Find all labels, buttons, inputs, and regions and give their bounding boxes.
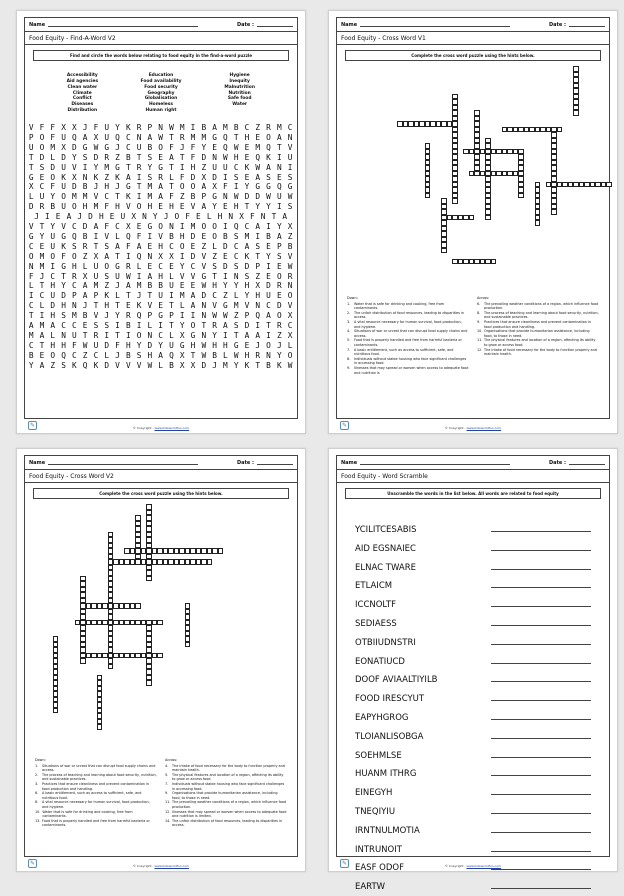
name-line bbox=[48, 22, 198, 27]
word-list-item: Safe food bbox=[227, 96, 252, 102]
hint-text: The unfair distribution of food resources, leading to disparities in access. bbox=[354, 310, 465, 320]
grid-row: G Y U G Q B I V L Q F I V B H D E O B S M I B A Z bbox=[28, 231, 294, 241]
copyright-footer bbox=[17, 864, 305, 868]
hint-item bbox=[165, 773, 287, 782]
hint-number: 6. bbox=[35, 791, 39, 796]
hint-text: The intake of food necessary for the body to function properly and maintain health. bbox=[172, 763, 285, 773]
hint-number: 8. bbox=[477, 310, 481, 315]
crossword-cell[interactable] bbox=[141, 548, 147, 554]
word-list-item: Homeless bbox=[149, 102, 173, 108]
crossword-hints bbox=[347, 296, 599, 375]
hint-text: The process of teaching and learning about food security, nutrition, and sustainable practices. bbox=[484, 310, 599, 320]
scrambled-word: EARTW bbox=[355, 882, 386, 893]
crossword-cell[interactable] bbox=[146, 576, 152, 582]
grid-row: T S D U V I Y M G T R Y G T I H Z U U C K W A N I bbox=[28, 162, 294, 172]
grid-row: G E O K X N K Z K A I S R L F D X D I S E A S E S bbox=[28, 172, 294, 182]
scrambled-word: OTBIIUDNSTRI bbox=[355, 637, 416, 648]
answer-line[interactable] bbox=[491, 644, 591, 645]
grid-row: X C F U D B J H J G T M A T O O A X F I Y G G Q G bbox=[28, 182, 294, 192]
hint-item bbox=[35, 791, 157, 800]
scramble-row bbox=[355, 535, 591, 554]
scrambled-word: ETLAICM bbox=[355, 581, 393, 592]
hint-item bbox=[35, 773, 157, 782]
hint-number: 4. bbox=[347, 329, 351, 334]
grid-row: U O M X D G W G J C U B O F J F Y E Q W E M Q T V bbox=[28, 142, 294, 152]
answer-line[interactable] bbox=[491, 813, 591, 814]
footer-link[interactable]: www.kidsworldfun.com bbox=[154, 426, 190, 430]
hint-number: 11. bbox=[477, 338, 483, 343]
hint-text: Practices that ensure cleanliness and prevent contamination in food production and handling. bbox=[484, 319, 592, 329]
footer-text: © Copyright - bbox=[444, 426, 467, 430]
name-date-row bbox=[337, 456, 609, 470]
answer-line[interactable] bbox=[491, 625, 591, 626]
hint-item bbox=[347, 357, 469, 366]
answer-line[interactable] bbox=[491, 794, 591, 795]
sheet-instruction: Complete the cross word puzzle using the hints below. bbox=[345, 50, 601, 61]
hint-number: 9. bbox=[477, 319, 481, 324]
footer-link[interactable]: www.kidsworldfun.com bbox=[154, 864, 190, 868]
crossword-cell[interactable] bbox=[130, 548, 136, 554]
hint-number: 13. bbox=[35, 818, 41, 823]
crossword-v1-sheet[interactable] bbox=[328, 10, 618, 434]
scramble-row bbox=[355, 554, 591, 573]
grid-row: A M A C C E S S I B I L I T Y O T R A S D I T R C bbox=[28, 321, 294, 331]
word-list-item: Inequity bbox=[229, 78, 250, 84]
hint-number: 10. bbox=[477, 329, 483, 334]
hint-item bbox=[477, 338, 599, 347]
across-hint-list bbox=[165, 764, 287, 828]
word-list-item: Distribution bbox=[67, 107, 98, 113]
word-list-item: Food availability bbox=[140, 78, 182, 84]
copyright-footer bbox=[329, 864, 617, 868]
grid-row: D R B U O H M F H V O H E H E V A Y E H T Y Y I S bbox=[28, 202, 294, 212]
answer-line[interactable] bbox=[491, 757, 591, 758]
down-heading: Down: bbox=[35, 758, 46, 762]
word-list-item: Clean water bbox=[67, 84, 98, 90]
sheet-instruction: Unscramble the words in the list below. All words are related to food equity bbox=[345, 488, 601, 499]
across-hints bbox=[165, 758, 287, 828]
grid-row: C L D H N J T H T E K V E T L A N V G M V N C D V bbox=[28, 301, 294, 311]
grid-row: V F F X X J F U Y K R P N W M I B A M B C Z R M C bbox=[28, 122, 294, 132]
down-hints bbox=[347, 296, 469, 375]
word-list bbox=[25, 66, 297, 113]
crossword-cell[interactable] bbox=[102, 653, 108, 659]
hint-number: 12. bbox=[477, 347, 483, 352]
hint-item bbox=[165, 782, 287, 791]
hint-text: The physical features and location of a region, affecting its ability to grow or access food. bbox=[484, 338, 596, 347]
hint-item bbox=[347, 338, 469, 347]
hint-text: Organisations that provide humanitarian assistance, including food, to those in need. bbox=[172, 791, 278, 800]
footer-link[interactable]: www.kidsworldfun.com bbox=[466, 426, 502, 430]
footer-link[interactable]: www.kidsworldfun.com bbox=[466, 864, 502, 868]
word-list-item: Water bbox=[232, 102, 248, 108]
hint-number: 12. bbox=[165, 809, 171, 814]
hint-number: 11. bbox=[165, 800, 171, 805]
scrambled-word: EONATIUCD bbox=[355, 656, 405, 667]
word-list-item: Aid agencies bbox=[66, 78, 99, 84]
copyright-footer bbox=[329, 426, 617, 430]
hint-number: 1. bbox=[347, 301, 351, 306]
hint-number: 7. bbox=[165, 781, 169, 786]
across-heading: Across: bbox=[477, 296, 490, 300]
crossword-cell[interactable] bbox=[469, 149, 475, 155]
hint-text: Situations of war or unrest that can disrupt food supply chains and access. bbox=[354, 329, 468, 338]
answer-line[interactable] bbox=[491, 775, 591, 776]
crossword-cell[interactable] bbox=[141, 559, 147, 565]
grid-row: V T Y V C D A F C X E G O N I M O O I Q C A I Y X bbox=[28, 222, 294, 232]
grid-row: T D L D Y S D R Z B T S E A T F D N W H E Q K I U bbox=[28, 152, 294, 162]
crossword-cell[interactable] bbox=[573, 110, 579, 116]
scramble-row bbox=[355, 648, 591, 667]
crossword-cell[interactable] bbox=[425, 193, 431, 199]
find-a-word-sheet[interactable] bbox=[16, 10, 306, 434]
hint-item bbox=[477, 320, 599, 329]
word-list-item: Diseases bbox=[71, 102, 94, 108]
grid-row: F J C T R X U S U W I A H L V V G T I N S Z E O R bbox=[28, 271, 294, 281]
crossword-cell[interactable] bbox=[207, 559, 213, 565]
crossword-cell[interactable] bbox=[157, 620, 163, 626]
crossword-cell[interactable] bbox=[108, 664, 114, 670]
date-line bbox=[257, 460, 293, 465]
brand-logo-icon: ✎ bbox=[29, 860, 36, 867]
hint-text: Practices that ensure cleanliness and prevent contamination in food production and handling. bbox=[42, 781, 150, 791]
date-line bbox=[257, 22, 293, 27]
hint-text: Food that is properly handled and free from harmful bacteria or contaminants. bbox=[354, 338, 462, 347]
sheet-frame bbox=[24, 17, 298, 419]
crossword-cell[interactable] bbox=[480, 171, 486, 177]
crossword-grid[interactable] bbox=[25, 504, 297, 726]
word-list-item: Education bbox=[148, 73, 174, 79]
copyright-footer bbox=[17, 426, 305, 430]
crossword-cell[interactable] bbox=[452, 198, 458, 204]
grid-row: C E U K S R T S A F A E H C O E Z L D C A S E P B bbox=[28, 241, 294, 251]
name-line bbox=[360, 460, 510, 465]
grid-row: C T H H F W U D F H Y D Y U G H W H H G E J O J L bbox=[28, 340, 294, 350]
crossword-cell[interactable] bbox=[447, 121, 453, 127]
name-label: Name bbox=[341, 21, 358, 28]
scrambled-word: HUANM ITHRG bbox=[355, 769, 417, 780]
answer-line[interactable] bbox=[491, 851, 591, 852]
scramble-row bbox=[355, 573, 591, 592]
across-hints bbox=[477, 296, 599, 375]
hint-text: A basic entitlement, such as access to sufficient, safe, and nutritious food. bbox=[42, 791, 142, 800]
sheet-title: Food Equity - Cross Word V2 bbox=[25, 470, 297, 483]
hint-item bbox=[35, 782, 157, 791]
word-list-item: Conflict bbox=[72, 96, 92, 102]
date-label: Date : bbox=[236, 21, 254, 28]
sheet-frame bbox=[24, 455, 298, 857]
hint-item bbox=[347, 311, 469, 320]
hint-item bbox=[35, 819, 157, 828]
crossword-cell[interactable] bbox=[551, 209, 557, 215]
crossword-cell[interactable] bbox=[97, 724, 103, 730]
scrambled-word: DOOF AVIAALTIYILB bbox=[355, 675, 438, 686]
hint-item bbox=[165, 810, 287, 819]
crossword-cell[interactable] bbox=[75, 620, 81, 626]
date-label: Date : bbox=[548, 21, 566, 28]
scrambled-word: ICCNOLTF bbox=[355, 600, 397, 611]
hint-text: Food that is properly handled and free from harmful bacteria or contaminants. bbox=[42, 818, 150, 828]
answer-line[interactable] bbox=[491, 531, 591, 532]
answer-line[interactable] bbox=[491, 719, 591, 720]
grid-row: J I E A J D H E U X N Y J O F E L H N X F N T A bbox=[34, 212, 288, 222]
hint-text: Individuals without stable housing who face significant challenges in accessing food. bbox=[172, 781, 285, 791]
crossword-cell[interactable] bbox=[513, 171, 519, 177]
name-line bbox=[360, 22, 510, 27]
crossword-cell[interactable] bbox=[535, 220, 541, 226]
across-hint-list bbox=[477, 302, 599, 357]
hint-text: The unfair distribution of food resources, leading to disparities in access. bbox=[172, 818, 283, 828]
hint-item bbox=[347, 348, 469, 357]
word-list-item: Malnutrition bbox=[224, 84, 255, 90]
hint-number: 9. bbox=[347, 365, 351, 370]
hint-number: 9. bbox=[165, 791, 169, 796]
scramble-row bbox=[355, 516, 591, 535]
scramble-row bbox=[355, 761, 591, 780]
scrambled-word: EASF ODOF bbox=[355, 863, 404, 874]
word-list-item: Geography bbox=[147, 90, 175, 96]
hint-number: 1. bbox=[35, 763, 39, 768]
scramble-row bbox=[355, 629, 591, 648]
hint-text: A vital resource necessary for human survival, food production, and hygiene. bbox=[354, 319, 462, 329]
sheet-instruction: Find and circle the words below relating to food equity in the find-a-word puzzle bbox=[33, 50, 289, 61]
scramble-list bbox=[337, 504, 609, 892]
hint-number: 3. bbox=[347, 319, 351, 324]
answer-line[interactable] bbox=[491, 832, 591, 833]
sheet-title: Food Equity - Word Scramble bbox=[337, 470, 609, 483]
hint-item bbox=[477, 311, 599, 320]
hint-item bbox=[35, 764, 157, 773]
hint-number: 4. bbox=[165, 763, 169, 768]
crossword-cell[interactable] bbox=[157, 653, 163, 659]
hint-number: 3. bbox=[35, 781, 39, 786]
name-label: Name bbox=[341, 459, 358, 466]
word-list-item: Accessibility bbox=[66, 73, 98, 79]
crossword-cell[interactable] bbox=[185, 642, 191, 648]
crossword-cell[interactable] bbox=[135, 603, 141, 609]
hint-text: Organisations that provide humanitarian assistance, including food, to those in need. bbox=[484, 329, 590, 338]
hint-number: 10. bbox=[35, 809, 41, 814]
scramble-row bbox=[355, 685, 591, 704]
scrambled-word: IRNTNULMOTIA bbox=[355, 825, 420, 836]
answer-line[interactable] bbox=[491, 700, 591, 701]
letter-grid bbox=[25, 123, 297, 371]
hint-text: The prevailing weather conditions of a region, which influence food production. bbox=[484, 301, 599, 311]
scramble-row bbox=[355, 873, 591, 892]
scrambled-word: SOEHMLSE bbox=[355, 750, 402, 761]
crossword-cell[interactable] bbox=[80, 658, 86, 664]
word-list-item: Hygiene bbox=[229, 73, 250, 79]
crossword-cell[interactable] bbox=[441, 248, 447, 254]
hint-text: A vital resource necessary for human survival, food production, and hygiene. bbox=[42, 800, 150, 809]
grid-row: L U Y O M M V C T K I M A F Z B P G N W D D W U W bbox=[28, 192, 294, 202]
answer-line[interactable] bbox=[491, 869, 591, 870]
sheet-instruction: Complete the cross word puzzle using the hints below. bbox=[33, 488, 289, 499]
hint-text: A basic entitlement, such as access to sufficient, safe, and nutritious food. bbox=[354, 347, 454, 357]
grid-row: T I H S M B V J Y R Q P G P I I N W W Z P Q A O X bbox=[28, 311, 294, 321]
scramble-row bbox=[355, 742, 591, 761]
word-scramble-sheet[interactable] bbox=[328, 448, 618, 893]
hint-number: 14. bbox=[165, 818, 171, 823]
down-heading: Down: bbox=[347, 296, 358, 300]
answer-line[interactable] bbox=[491, 550, 591, 551]
scramble-row bbox=[355, 798, 591, 817]
hint-item bbox=[347, 366, 469, 375]
crossword-cell[interactable] bbox=[606, 182, 612, 188]
crossword-cell[interactable] bbox=[546, 182, 552, 188]
answer-line[interactable] bbox=[491, 587, 591, 588]
scrambled-word: ELNAC TWARE bbox=[355, 562, 416, 573]
word-list-item: Globalisation bbox=[144, 96, 178, 102]
hint-text: Illnesses that may spread or worsen when access to adequate food and nutrition is limited. bbox=[172, 809, 287, 819]
brand-logo-icon: ✎ bbox=[29, 422, 36, 429]
hint-item bbox=[165, 791, 287, 800]
scramble-row bbox=[355, 704, 591, 723]
crossword-grid[interactable] bbox=[337, 66, 609, 288]
hint-number: 2. bbox=[347, 310, 351, 315]
name-label: Name bbox=[29, 459, 46, 466]
brand-logo-icon: ✎ bbox=[341, 422, 348, 429]
scramble-row bbox=[355, 723, 591, 742]
hint-item bbox=[347, 302, 469, 311]
hint-text: Situations of war or unrest that can disrupt food supply chains and access. bbox=[42, 763, 156, 773]
down-hints bbox=[35, 758, 157, 828]
word-list-item: Climate bbox=[72, 90, 92, 96]
word-list-item: Human right bbox=[145, 107, 177, 113]
crossword-cell[interactable] bbox=[491, 259, 497, 265]
word-list-item bbox=[200, 108, 279, 113]
name-date-row bbox=[25, 456, 297, 470]
grid-row: L T H Y C A M Z J A M B B U E E W H Y Y H X D R N bbox=[28, 281, 294, 291]
scramble-row bbox=[355, 836, 591, 855]
down-hint-list bbox=[35, 764, 157, 828]
answer-line[interactable] bbox=[491, 663, 591, 664]
hint-item bbox=[347, 320, 469, 329]
hint-number: 5. bbox=[165, 772, 169, 777]
hint-number: 8. bbox=[35, 800, 39, 805]
answer-line[interactable] bbox=[491, 681, 591, 682]
crossword-cell[interactable] bbox=[146, 680, 152, 686]
scrambled-word: INTRUNOIT bbox=[355, 844, 402, 855]
grid-row: N M I G H L U O G R L E C E Y C V S D S D P I E W bbox=[28, 261, 294, 271]
footer-text: © Copyright - bbox=[132, 864, 155, 868]
hint-text: The process of teaching and learning about food security, nutrition, and sustainable practices. bbox=[42, 772, 157, 782]
hint-number: 8. bbox=[347, 356, 351, 361]
down-hint-list bbox=[347, 302, 469, 376]
hint-text: The physical features and location of a region, affecting its ability to grow or access food. bbox=[172, 772, 284, 782]
name-date-row bbox=[337, 18, 609, 32]
scramble-row bbox=[355, 779, 591, 798]
answer-line[interactable] bbox=[491, 606, 591, 607]
answer-line[interactable] bbox=[491, 738, 591, 739]
hint-number: 7. bbox=[347, 347, 351, 352]
hint-text: Illnesses that may spread or worsen when access to adequate food and nutrition is bbox=[354, 365, 469, 375]
crossword-cell[interactable] bbox=[485, 215, 491, 221]
scramble-row bbox=[355, 667, 591, 686]
hint-item bbox=[165, 819, 287, 828]
footer-text: © Copyright - bbox=[132, 426, 155, 430]
scrambled-word: YCILITCESABIS bbox=[355, 524, 417, 535]
hint-item bbox=[35, 800, 157, 809]
crossword-cell[interactable] bbox=[557, 127, 563, 133]
scramble-row bbox=[355, 591, 591, 610]
word-list-item: Food security bbox=[144, 84, 178, 90]
crossword-v2-sheet[interactable] bbox=[16, 448, 306, 872]
crossword-cell[interactable] bbox=[102, 603, 108, 609]
date-line bbox=[569, 22, 605, 27]
grid-row: I C U D P A P K L T J T U I M A D C Z L Y H U E O bbox=[28, 291, 294, 301]
crossword-cell[interactable] bbox=[480, 149, 486, 155]
answer-line[interactable] bbox=[491, 569, 591, 570]
hint-number: 2. bbox=[35, 772, 39, 777]
scrambled-word: EAPYHGROG bbox=[355, 712, 409, 723]
grid-row: O M O F O Z X A T I Q N X X I D V Z E C K T Y S V bbox=[28, 251, 294, 261]
sheet-title: Food Equity - Cross Word V1 bbox=[337, 32, 609, 45]
grid-row: M A L N U T R I T I O N C L X G N Y I T A A I Z X bbox=[28, 331, 294, 340]
answer-line[interactable] bbox=[491, 888, 591, 889]
hint-text: Individuals without stable housing who face significant challenges in accessing food. bbox=[354, 356, 467, 366]
grid-row: B E O Q C Z C L J B S H A Q X T W B L W H R N Y O bbox=[28, 350, 294, 360]
hint-item bbox=[477, 302, 599, 311]
hint-item bbox=[165, 800, 287, 809]
hint-text: Water that is safe for drinking and cooking, free from contaminants. bbox=[354, 301, 445, 311]
date-label: Date : bbox=[236, 459, 254, 466]
name-label: Name bbox=[29, 21, 46, 28]
crossword-cell[interactable] bbox=[53, 708, 59, 714]
crossword-cell[interactable] bbox=[469, 171, 475, 177]
scrambled-word: TLOIANLISOBGA bbox=[355, 731, 424, 742]
date-label: Date : bbox=[548, 459, 566, 466]
hint-text: The prevailing weather conditions of a region, which influence food production. bbox=[172, 800, 287, 809]
scramble-row bbox=[355, 610, 591, 629]
crossword-cell[interactable] bbox=[469, 215, 475, 221]
hint-item bbox=[165, 764, 287, 773]
across-heading: Across: bbox=[165, 758, 178, 762]
hint-item bbox=[347, 329, 469, 338]
crossword-cell[interactable] bbox=[141, 653, 147, 659]
scramble-row bbox=[355, 817, 591, 836]
scrambled-word: TNEQIYIU bbox=[355, 806, 396, 817]
hint-text: Water that is safe for drinking and cooking, free from contaminants. bbox=[42, 809, 133, 819]
crossword-cell[interactable] bbox=[102, 620, 108, 626]
scrambled-word: AID EGSNAIEC bbox=[355, 543, 416, 554]
name-line bbox=[48, 460, 198, 465]
crossword-hints bbox=[35, 758, 287, 828]
sheet-title: Food Equity - Find-A-Word V2 bbox=[25, 32, 297, 45]
word-list-item: Nutrition bbox=[228, 90, 251, 96]
hint-item bbox=[477, 329, 599, 338]
hint-item bbox=[35, 810, 157, 819]
grid-row: P O F U Q A X U Q C N A W T R M M G Q T H E O A N bbox=[28, 132, 294, 142]
scrambled-word: EINEGYH bbox=[355, 788, 393, 799]
grid-row: Y A Z S K Q K D V V V W L B X X D J M Y K T B K W bbox=[28, 360, 294, 370]
sheet-frame bbox=[336, 17, 610, 419]
crossword-cell[interactable] bbox=[518, 193, 524, 199]
hint-number: 6. bbox=[477, 301, 481, 306]
hint-number: 5. bbox=[347, 338, 351, 343]
hint-text: The intake of food necessary for the body to function properly and maintain health. bbox=[484, 347, 597, 357]
scrambled-word: SEDIAESS bbox=[355, 618, 397, 629]
brand-logo-icon: ✎ bbox=[341, 860, 348, 867]
date-line bbox=[569, 460, 605, 465]
footer-text: © Copyright - bbox=[444, 864, 467, 868]
crossword-cell[interactable] bbox=[218, 548, 224, 554]
hint-item bbox=[477, 348, 599, 357]
scrambled-word: FOOD IRESCYUT bbox=[355, 694, 425, 705]
name-date-row bbox=[25, 18, 297, 32]
